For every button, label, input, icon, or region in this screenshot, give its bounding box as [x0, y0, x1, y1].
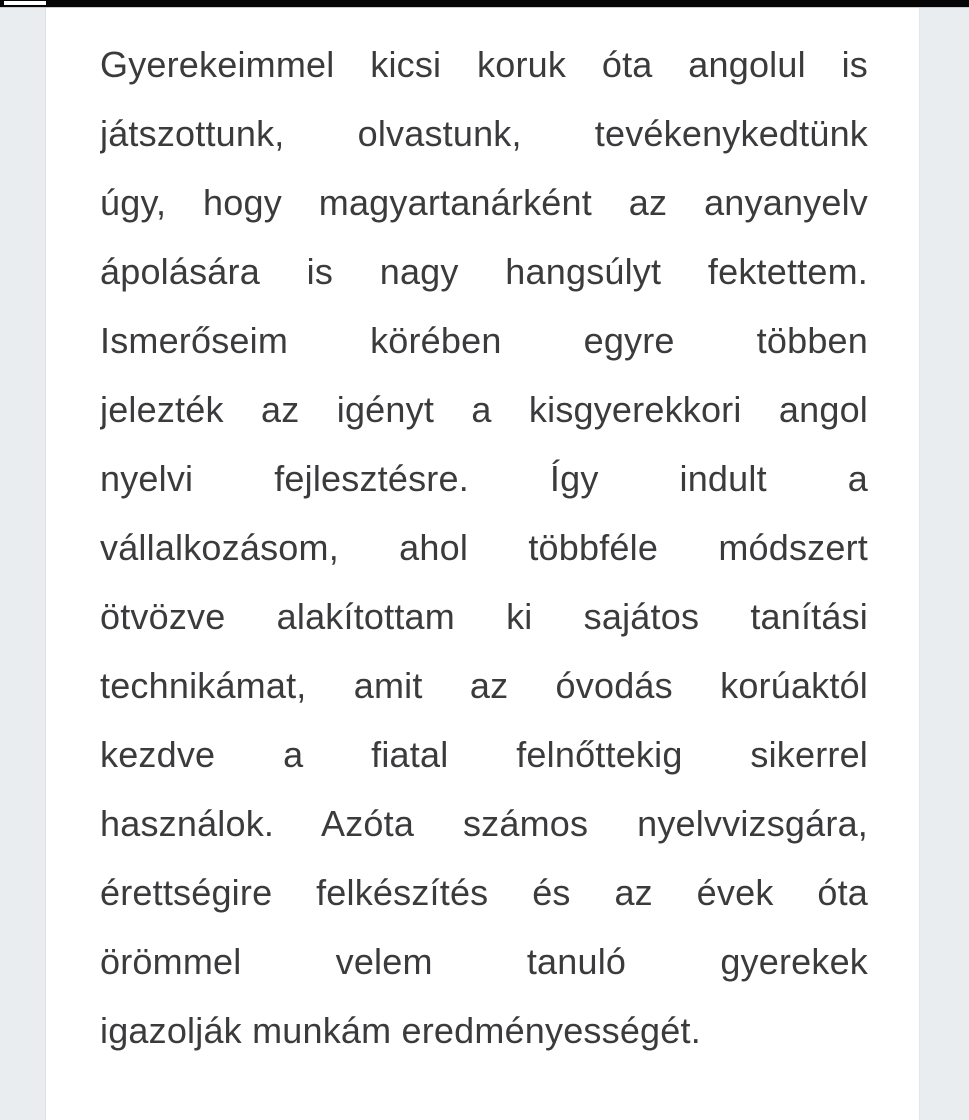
left-gutter — [0, 8, 45, 1120]
text-line: kezdve a fiatal felnőttekig sikerrel — [100, 734, 868, 775]
top-bar — [0, 0, 969, 8]
text-line: érettségire felkészítés és az évek óta — [100, 872, 868, 913]
text-line: nyelvi fejlesztésre. Így indult a — [100, 458, 868, 499]
text-line: vállalkozásom, ahol többféle módszert — [100, 527, 868, 568]
text-line: használok. Azóta számos nyelvvizsgára, — [100, 803, 868, 844]
content-card — [45, 8, 920, 1120]
text-line: játszottunk, olvastunk, tevékenykedtünk — [100, 113, 868, 154]
text-line: ötvözve alakítottam ki sajátos tanítási — [100, 596, 868, 637]
text-line: úgy, hogy magyartanárként az anyanyelv — [100, 182, 868, 223]
right-gutter — [920, 8, 969, 1120]
paragraph — [46, 8, 919, 1065]
top-bar-notch — [4, 1, 46, 5]
text-line: technikámat, amit az óvodás korúaktól — [100, 665, 868, 706]
text-line: igazolják munkám eredményességét. — [100, 1010, 701, 1051]
text-line: Ismerőseim körében egyre többen — [100, 320, 868, 361]
text-line: ápolására is nagy hangsúlyt fektettem. — [100, 251, 868, 292]
text-line: örömmel velem tanuló gyerekek — [100, 941, 868, 982]
text-line: Gyerekeimmel kicsi koruk óta angolul is — [100, 44, 868, 85]
text-line: jelezték az igényt a kisgyerekkori angol — [100, 389, 868, 430]
